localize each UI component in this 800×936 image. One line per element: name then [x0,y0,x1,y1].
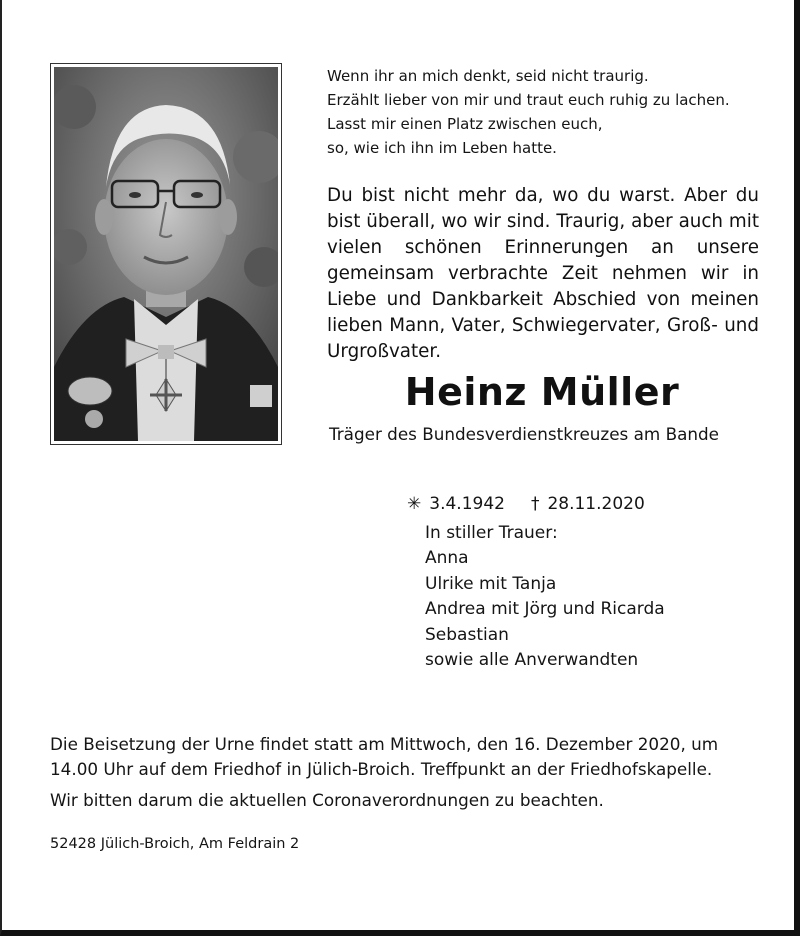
honor-line: Träger des Bundesverdienstkreuzes am Bande [329,424,719,444]
life-dates [407,494,645,514]
mourner-entry: Sebastian [425,624,509,645]
deceased-name: Heinz Müller [404,370,680,414]
poem [327,64,767,160]
mourner-entry: Anna [425,548,469,569]
poem-line: Lasst mir einen Platz zwischen euch, [327,115,603,133]
farewell-text: Du bist nicht mehr da, wo du warst. Aber du bist überall, wo wir sind. Traurig, aber auch mit vielen schönen Erinnerungen an unsere gemeinsam verbrachte Zeit nehmen wir in Liebe und Dankbarkeit Abschied von meinen lieben Mann, Vater, Schwiegervater, Groß- und Urgroßvater. [327,185,759,362]
mourner-entry: Ulrike mit Tanja [425,573,557,594]
poem-line: so, wie ich ihn im Leben hatte. [327,139,557,157]
portrait-photo [54,67,278,441]
mourner-entry: sowie alle Anverwandten [425,650,639,671]
burial-info: Die Beisetzung der Urne findet statt am Mittwoch, den 16. Dezember 2020, um 14.00 Uhr auf dem Friedhof in Jülich-Broich. Treffpunkt an der Friedhofskapelle. [50,734,719,779]
portrait-frame [50,63,282,445]
birth-symbol: ✳ [407,494,422,514]
death-symbol: † [530,494,540,514]
birth-date: 3.4.1942 [429,494,505,514]
poem-line: Erzählt lieber von mir und traut euch ruhig zu lachen. [327,91,730,109]
mourners-heading: In stiller Trauer: [425,523,558,543]
address: 52428 Jülich-Broich, Am Feldrain 2 [50,836,300,852]
mourners-list [425,521,665,673]
corona-notice: Wir bitten darum die aktuellen Coronaverordnungen zu beachten. [50,790,604,810]
poem-line: Wenn ihr an mich denkt, seid nicht traurig. [327,67,649,85]
death-date: 28.11.2020 [547,494,645,514]
mourner-entry: Andrea mit Jörg und Ricarda [425,599,665,620]
